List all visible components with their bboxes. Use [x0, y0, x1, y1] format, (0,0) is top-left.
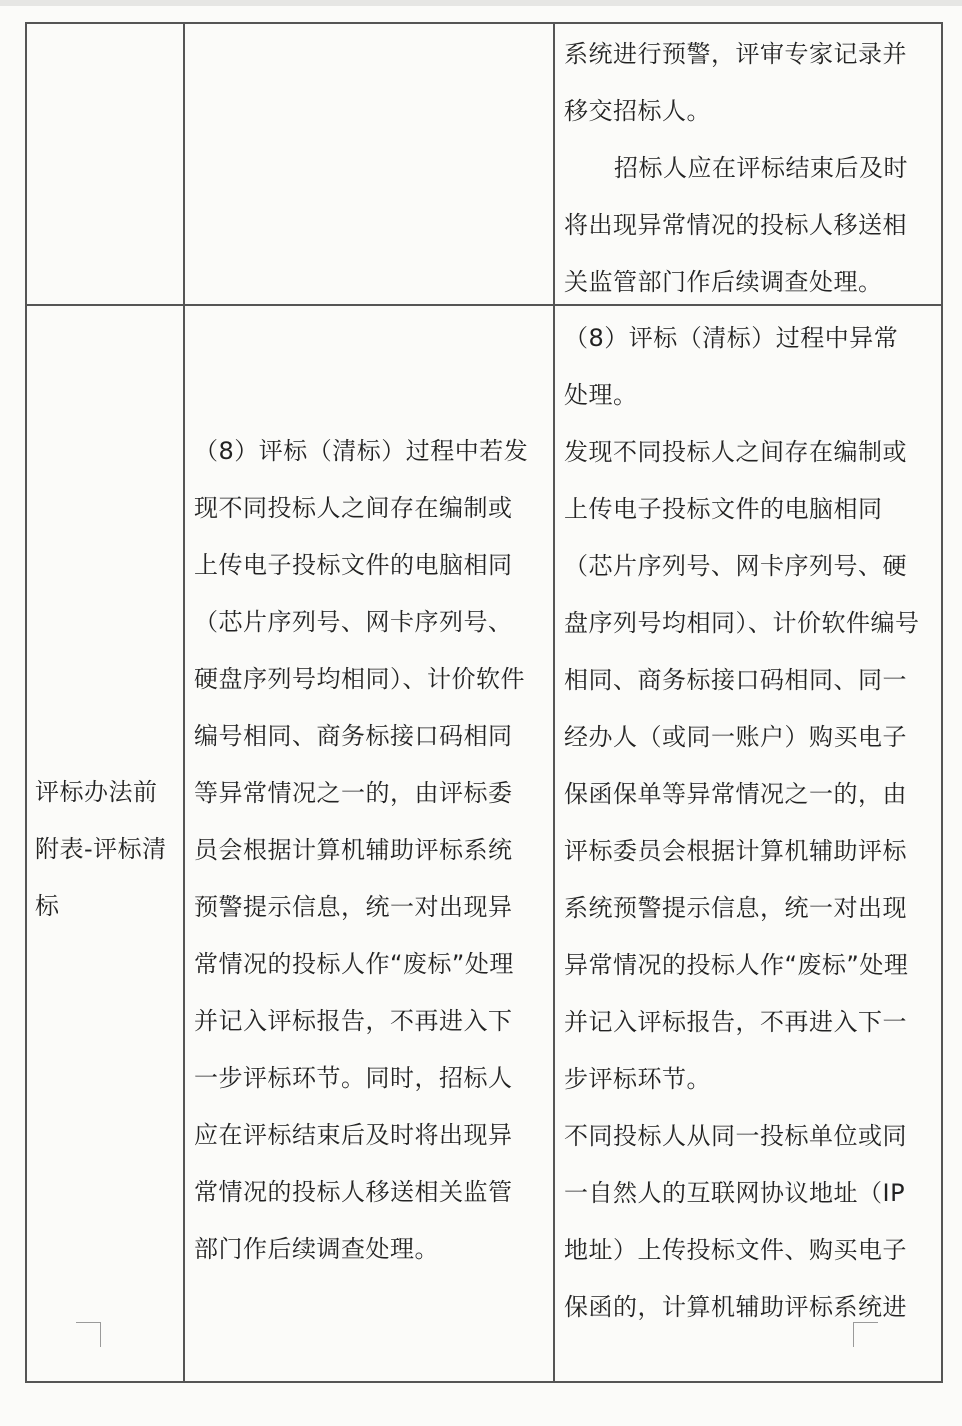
row1-col3-paragraph-2: 招标人应在评标结束后及时将出现异常情况的投标人移送相关监管部门作后续调查处理。 [564, 154, 908, 296]
table-border-top [26, 22, 943, 24]
table-row1-col3 [564, 26, 920, 311]
row2-col3-paragraph-1: （8）评标（清标）过程中异常处理。 [564, 324, 899, 409]
table-column-divider-1 [183, 22, 185, 1383]
table-column-divider-2 [553, 22, 555, 1383]
table-row2-col2-original-clause: （8）评标（清标）过程中若发现不同投标人之间存在编制或上传电子投标文件的电脑相同（芯片序列号、网卡序列号、硬盘序列号均相同）、计价软件编号相同、商务标接口码相同等异常情况之一的，由评标委员会根据计算机辅助评标系统预警提示信息，统一对出现异常情况的投标人作“废标”处理并记入评标报告，不再进入下一步评标环节。同时，招标人应在评标结束后及时将出现异常情况的投标人移送相关监管部门作后续调查处理。 [194, 437, 529, 1263]
table-border-left [25, 22, 27, 1383]
table-row2-col3-revised-clause [564, 310, 920, 1336]
row2-col3-paragraph-3: 不同投标人从同一投标单位或同一自然人的互联网协议地址（IP地址）上传投标文件、购买电子保函的，计算机辅助评标系统进 [564, 1122, 907, 1321]
table-row2-col1-label: 评标办法前附表-评标清标 [35, 778, 167, 920]
margin-corner-mark-left [76, 1322, 101, 1347]
page-top-edge [0, 0, 962, 6]
table-border-right [941, 22, 943, 1383]
table-border-bottom [26, 1381, 943, 1383]
row2-col3-paragraph-2: 发现不同投标人之间存在编制或上传电子投标文件的电脑相同（芯片序列号、网卡序列号、硬盘序列号均相同）、计价软件编号相同、商务标接口码相同、同一经办人（或同一账户）购买电子保函保单等异常情况之一的，由评标委员会根据计算机辅助评标系统预警提示信息，统一对出现异常情况的投标人作“废标”处理并记入评标报告，不再进入下一步评标环节。 [564, 438, 920, 1093]
row1-col3-paragraph-1: 系统进行预警，评审专家记录并移交招标人。 [564, 40, 907, 125]
